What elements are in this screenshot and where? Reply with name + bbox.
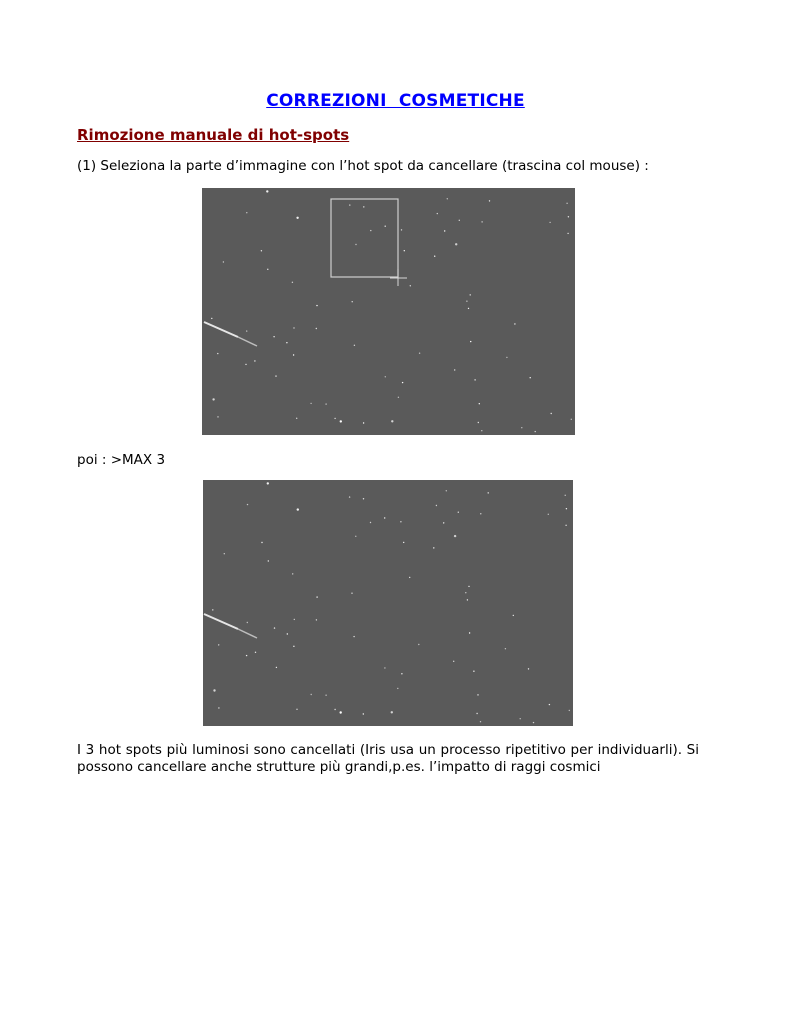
star (293, 646, 294, 647)
star (402, 382, 403, 383)
star (409, 577, 410, 578)
star (410, 285, 411, 286)
star (488, 492, 489, 493)
star (446, 490, 447, 491)
star (466, 301, 467, 302)
star (468, 308, 469, 309)
star (276, 667, 277, 668)
star (468, 586, 469, 587)
star (477, 694, 478, 695)
star (247, 504, 248, 505)
star (363, 498, 364, 499)
star (474, 379, 475, 380)
star (370, 522, 371, 523)
star (465, 592, 466, 593)
star (273, 336, 274, 337)
star (528, 668, 529, 669)
star (479, 403, 480, 404)
star (384, 517, 385, 518)
star (403, 542, 404, 543)
star (255, 652, 256, 653)
star (275, 375, 276, 376)
star (246, 212, 247, 213)
star (397, 688, 398, 689)
star (213, 689, 215, 691)
star (363, 206, 364, 207)
star (293, 327, 294, 328)
star (480, 721, 481, 722)
star (391, 420, 393, 422)
star (513, 615, 514, 616)
star (261, 250, 262, 251)
star (548, 514, 549, 515)
star (274, 627, 275, 628)
star (473, 671, 474, 672)
star (296, 217, 298, 219)
star (481, 430, 482, 431)
star (551, 413, 552, 414)
star (353, 636, 354, 637)
section-subtitle: Rimozione manuale di hot-spots (77, 126, 350, 144)
star (480, 513, 481, 514)
star (266, 190, 268, 192)
star (436, 505, 437, 506)
star (246, 330, 247, 331)
star (293, 354, 294, 355)
star (567, 233, 568, 234)
star (218, 707, 219, 708)
star (297, 508, 299, 510)
star (292, 573, 293, 574)
star (566, 508, 567, 509)
star (443, 522, 444, 523)
astro-image-before (202, 188, 575, 435)
image-background (203, 480, 573, 726)
star (340, 711, 342, 713)
star (296, 709, 297, 710)
star (398, 397, 399, 398)
star (400, 521, 401, 522)
star (325, 695, 326, 696)
star (370, 230, 371, 231)
star (481, 221, 482, 222)
star (294, 619, 295, 620)
star (433, 547, 434, 548)
star (384, 667, 385, 668)
star (533, 722, 534, 723)
star (349, 204, 350, 205)
star (334, 418, 335, 419)
star (470, 341, 471, 342)
star (316, 305, 317, 306)
star (223, 261, 224, 262)
star (287, 633, 288, 634)
star (454, 535, 456, 537)
star (404, 250, 405, 251)
star (352, 301, 353, 302)
star (311, 694, 312, 695)
star (211, 318, 212, 319)
star (212, 398, 214, 400)
star (385, 226, 386, 227)
star (261, 542, 262, 543)
star (212, 609, 213, 610)
star (401, 229, 402, 230)
star (267, 482, 269, 484)
star (444, 230, 445, 231)
star (505, 648, 506, 649)
astro-image-after (203, 480, 573, 726)
star (447, 198, 448, 199)
star (568, 216, 569, 217)
star (217, 416, 218, 417)
star (418, 644, 419, 645)
star (453, 661, 454, 662)
star (334, 709, 335, 710)
star (391, 711, 393, 713)
star (455, 243, 457, 245)
star (467, 599, 468, 600)
star (549, 704, 550, 705)
star (246, 655, 247, 656)
star (535, 431, 536, 432)
star (401, 673, 402, 674)
star (218, 644, 219, 645)
star (549, 222, 550, 223)
star (521, 427, 522, 428)
star (571, 419, 572, 420)
star (458, 512, 459, 513)
star (459, 220, 460, 221)
star (530, 377, 531, 378)
star (363, 713, 364, 714)
star (310, 403, 311, 404)
star (469, 632, 470, 633)
star (267, 269, 268, 270)
star (217, 353, 218, 354)
star (437, 213, 438, 214)
poi-text: poi : >MAX 3 (77, 452, 166, 468)
star (254, 360, 255, 361)
star (434, 256, 435, 257)
star (566, 203, 567, 204)
star (385, 376, 386, 377)
image-background (202, 188, 575, 435)
star (286, 342, 287, 343)
star (245, 364, 246, 365)
star (247, 622, 248, 623)
star (316, 328, 317, 329)
star (325, 403, 326, 404)
star (292, 282, 293, 283)
star (349, 496, 350, 497)
star (296, 418, 297, 419)
star (565, 495, 566, 496)
step1-text: (1) Seleziona la parte d’immagine con l’hot spot da cancellare (trascina col mouse) : (77, 158, 649, 174)
star (354, 345, 355, 346)
star (351, 593, 352, 594)
star (363, 422, 364, 423)
star (340, 420, 342, 422)
star (514, 323, 515, 324)
star (316, 619, 317, 620)
star (355, 536, 356, 537)
star (506, 357, 507, 358)
star (355, 244, 356, 245)
conclusion-paragraph: I 3 hot spots più luminosi sono cancellati (Iris usa un processo ripetitivo per individuarli). Si possono cancellare anche strutture più grandi,p.es. l’impatto di raggi cosmici (77, 742, 699, 775)
star (268, 560, 269, 561)
star (476, 713, 477, 714)
star (454, 369, 455, 370)
star (489, 200, 490, 201)
star (569, 710, 570, 711)
star (316, 596, 317, 597)
page-title: CORREZIONI COSMETICHE (266, 91, 525, 111)
star (478, 422, 479, 423)
star (224, 553, 225, 554)
star (470, 294, 471, 295)
star (419, 353, 420, 354)
star (565, 525, 566, 526)
star (520, 718, 521, 719)
